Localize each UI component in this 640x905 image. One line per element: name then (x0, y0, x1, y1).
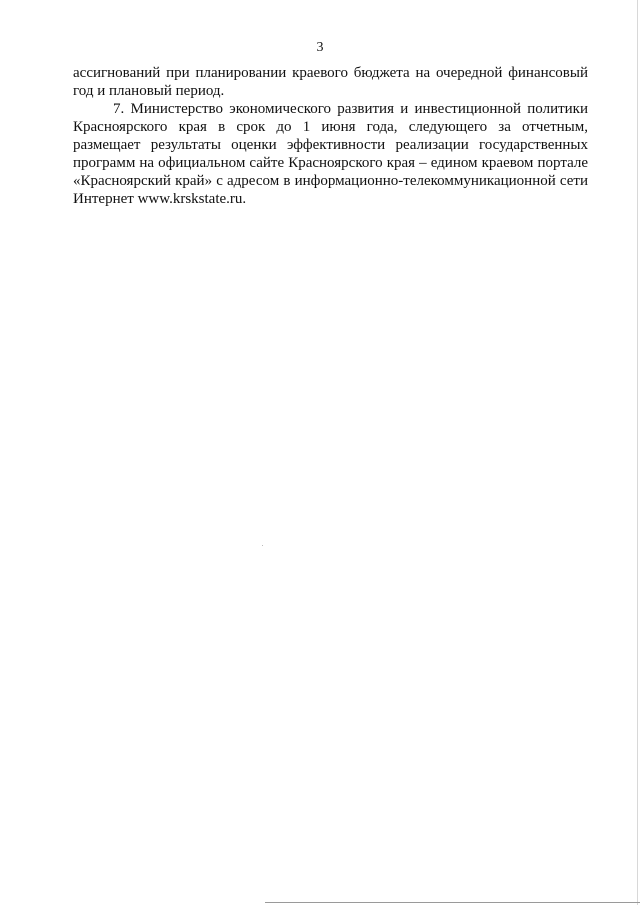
scan-speck (262, 545, 263, 546)
text-line: Интернет www.krskstate.ru. (73, 191, 247, 207)
scan-edge-bottom (265, 902, 640, 903)
text-line: размещает результаты оценки эффективности реализации государственных (73, 137, 588, 153)
text-line: год и плановый период. (73, 83, 225, 99)
text-line: ассигнований при планировании краевого бюджета на очередной финансовый (73, 65, 588, 81)
text-line: «Красноярский край» с адресом в информационно-телекоммуникационной сети (73, 173, 588, 189)
paragraph-7 (73, 100, 588, 208)
text-line: программ на официальном сайте Красноярского края – едином краевом портале (73, 155, 588, 171)
text-line: Красноярского края в срок до 1 июня года, следующего за отчетным, (73, 119, 588, 135)
paragraph-continuation (73, 64, 588, 100)
text-line: 7. Министерство экономического развития и инвестиционной политики (113, 101, 588, 117)
page-number: 3 (316, 40, 324, 55)
scan-edge-right (637, 0, 638, 905)
